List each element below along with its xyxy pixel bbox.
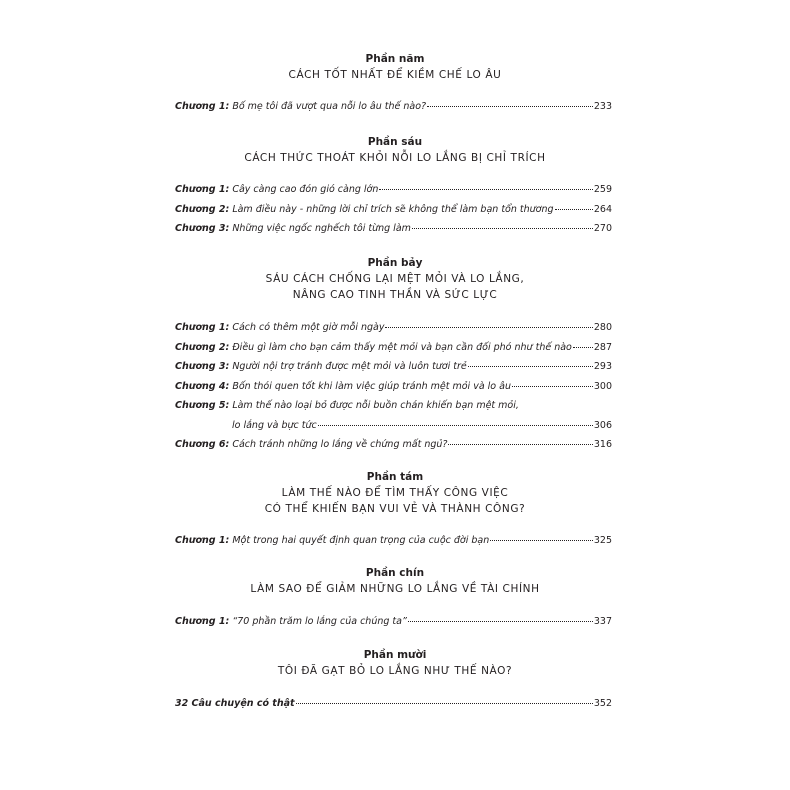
- page-number: 270: [593, 223, 612, 234]
- chapter-entry[interactable]: [175, 97, 612, 117]
- dot-leader: [427, 106, 593, 107]
- part-label: Phần chín: [365, 567, 425, 579]
- chapter-entry[interactable]: [175, 180, 612, 200]
- chapter-title: Bốn thói quen tốt khi làm việc giúp tránh mệt mỏi và lo âu: [232, 380, 511, 392]
- chapter-number: Chương 5:: [175, 400, 230, 411]
- chapter-number: Chương 3:: [175, 361, 230, 372]
- part-title-line: LÀM SAO ĐỂ GIẢM NHỮNG LO LẮNG VỀ TÀI CHÍNH: [250, 583, 540, 595]
- part-heading: [0, 135, 790, 166]
- page-number: 293: [593, 361, 612, 372]
- chapter-list: [175, 97, 612, 117]
- page-number: 280: [593, 322, 612, 333]
- page-number: 306: [593, 419, 612, 431]
- chapter-title: Cách tránh những lo lắng về chứng mất ngủ?: [232, 439, 448, 450]
- chapter-title-continued: lo lắng và bực tức: [232, 419, 317, 431]
- part-8: [0, 470, 790, 551]
- part-heading: [0, 566, 790, 597]
- part-title-line: LÀM THẾ NÀO ĐỂ TÌM THẤY CÔNG VIỆC: [281, 487, 509, 499]
- chapter-entry[interactable]: [175, 612, 612, 632]
- chapter-number: Chương 1:: [175, 101, 230, 112]
- chapter-title: “70 phần trăm lo lắng của chúng ta”: [232, 616, 407, 627]
- chapter-title: Làm thế nào loại bỏ được nỗi buồn chán khiến bạn mệt mỏi,: [232, 400, 519, 411]
- part-label: Phần năm: [365, 53, 425, 65]
- chapter-title: Cách có thêm một giờ mỗi ngày: [232, 322, 385, 333]
- page-number: 300: [593, 380, 612, 392]
- chapter-entry[interactable]: [175, 531, 612, 551]
- part-heading: [0, 470, 790, 517]
- part-heading: [0, 52, 790, 83]
- page-number: 259: [593, 184, 612, 195]
- dot-leader: [490, 540, 593, 541]
- dot-leader: [573, 347, 593, 348]
- dot-leader: [296, 703, 593, 704]
- dot-leader: [468, 366, 593, 367]
- part-heading: [0, 256, 790, 303]
- chapter-title: Người nội trợ tránh được mệt mỏi và luôn tươi trẻ: [232, 361, 467, 372]
- chapter-title: Bố mẹ tôi đã vượt qua nỗi lo âu thế nào?: [232, 101, 427, 112]
- chapter-number: Chương 1:: [175, 184, 230, 195]
- chapter-entry[interactable]: [175, 318, 612, 338]
- chapter-entry[interactable]: [175, 338, 612, 358]
- part-label: Phần mười: [363, 649, 427, 661]
- chapter-entry[interactable]: [175, 694, 612, 714]
- chapter-number: Chương 6:: [175, 439, 230, 450]
- part-label: Phần tám: [366, 471, 424, 483]
- part-label: Phần bảy: [367, 257, 423, 269]
- chapter-number: Chương 1:: [175, 616, 230, 627]
- chapter-title: Điều gì làm cho bạn cảm thấy mệt mỏi và bạn cần đối phó như thế nào: [232, 341, 572, 353]
- dot-leader: [379, 189, 592, 190]
- page-number: 325: [593, 535, 612, 546]
- dot-leader: [448, 444, 592, 445]
- chapter-title: Làm điều này - những lời chỉ trích sẽ không thể làm bạn tổn thương: [232, 203, 554, 215]
- part-title-line: CÓ THỂ KHIẾN BẠN VUI VẺ VÀ THÀNH CÔNG?: [264, 503, 526, 515]
- page-number: 233: [593, 101, 612, 112]
- chapter-list: [175, 694, 612, 714]
- page-number: 337: [593, 616, 612, 627]
- chapter-number: Chương 4:: [175, 380, 230, 392]
- chapter-number: Chương 2:: [175, 203, 230, 215]
- chapter-entry-line: [175, 396, 612, 416]
- chapter-number: Chương 3:: [175, 223, 230, 234]
- chapter-entry[interactable]: [175, 200, 612, 220]
- chapter-entry-line: [175, 416, 612, 436]
- chapter-entry[interactable]: [175, 377, 612, 397]
- part-title-line: TÔI ĐÃ GẠT BỎ LO LẮNG NHƯ THẾ NÀO?: [277, 665, 513, 677]
- part-label: Phần sáu: [367, 136, 423, 148]
- part-6: [0, 135, 790, 239]
- part-9: [0, 566, 790, 632]
- part-10: [0, 648, 790, 714]
- chapter-list: [175, 612, 612, 632]
- chapter-entry[interactable]: [175, 357, 612, 377]
- part-5: [0, 52, 790, 117]
- dot-leader: [412, 228, 593, 229]
- dot-leader: [385, 327, 592, 328]
- part-title-line: SÁU CÁCH CHỐNG LẠI MỆT MỎI VÀ LO LẮNG,: [265, 273, 525, 285]
- dot-leader: [318, 425, 593, 426]
- chapter-list: [175, 531, 612, 551]
- chapter-title: Cây càng cao đón gió càng lớn: [232, 184, 379, 195]
- chapter-number: 32 Câu chuyện có thật: [175, 698, 295, 709]
- chapter-number: Chương 1:: [175, 322, 230, 333]
- page-number: 264: [593, 203, 612, 215]
- part-title-line: NÂNG CAO TINH THẦN VÀ SỨC LỰC: [292, 289, 498, 301]
- chapter-entry[interactable]: [175, 435, 612, 455]
- part-title-line: CÁCH TỐT NHẤT ĐỂ KIỀM CHẾ LO ÂU: [288, 69, 502, 81]
- dot-leader: [512, 386, 593, 387]
- page-number: 316: [593, 439, 612, 450]
- chapter-number: Chương 1:: [175, 535, 230, 546]
- dot-leader: [408, 621, 593, 622]
- part-heading: [0, 648, 790, 679]
- chapter-list: [175, 318, 612, 455]
- dot-leader: [555, 209, 593, 210]
- part-7: [0, 256, 790, 455]
- chapter-number: Chương 2:: [175, 341, 230, 353]
- page-number: 287: [593, 341, 612, 353]
- part-title-line: CÁCH THỨC THOÁT KHỎI NỖI LO LẮNG BỊ CHỈ TRÍCH: [244, 152, 546, 164]
- chapter-entry[interactable]: [175, 396, 612, 435]
- chapter-entry[interactable]: [175, 219, 612, 239]
- chapter-list: [175, 180, 612, 239]
- chapter-title: Một trong hai quyết định quan trọng của cuộc đời bạn: [232, 535, 490, 546]
- page-number: 352: [593, 698, 612, 709]
- chapter-title: Những việc ngốc nghếch tôi từng làm: [232, 223, 411, 234]
